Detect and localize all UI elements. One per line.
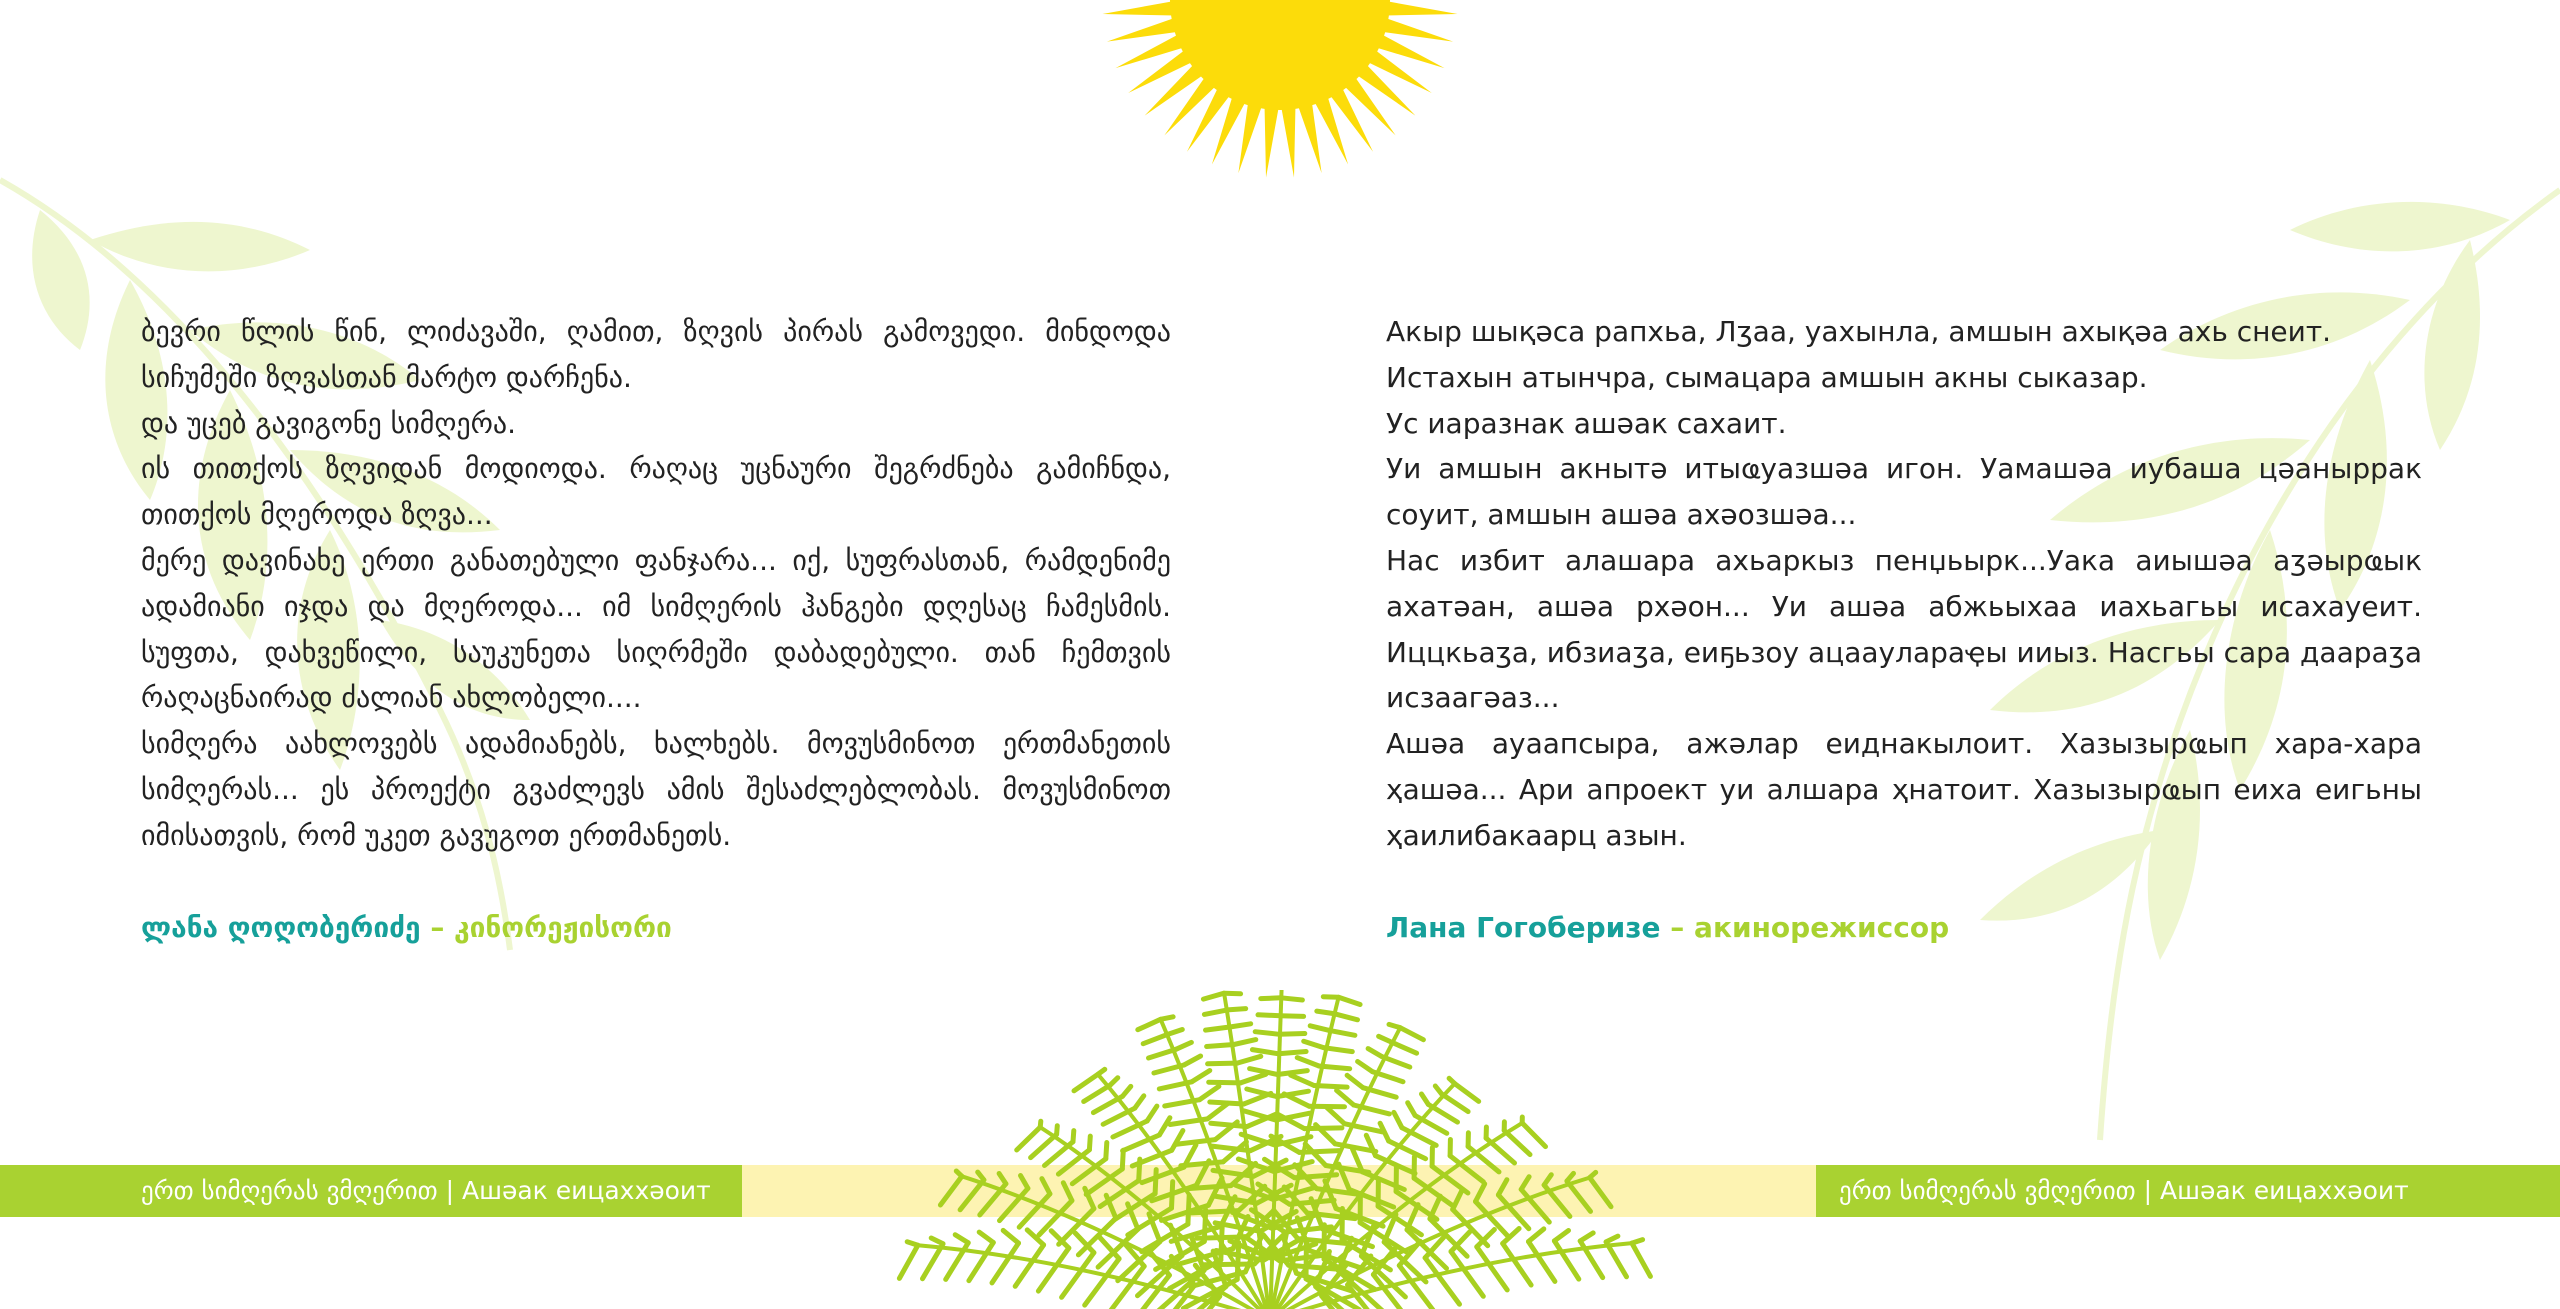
palm-leaflet <box>1209 1178 1223 1205</box>
palm-leaflet <box>1468 1147 1499 1172</box>
palm-leaflet <box>1339 997 1361 1004</box>
palm-leaflet <box>1382 1056 1410 1067</box>
palm-leaflet <box>1334 1014 1358 1020</box>
paragraph: Уи амшын акнытә итыҩуазшәа игон. Уамашәа иубаша цәаныррак соуит, амшын ашәа ахәозшәа... <box>1386 452 2422 532</box>
palm-leaflet <box>1521 1177 1529 1190</box>
palm-leaflet <box>1258 1015 1280 1016</box>
palm-leaflet <box>1172 1131 1183 1151</box>
palm-leaflet <box>1632 1243 1651 1276</box>
signature-name: ლანა ღოღობერიძე <box>141 910 421 944</box>
abkhaz-text-column <box>1386 309 2422 951</box>
footer-right <box>1816 1165 2560 1217</box>
palm-leaflet <box>1476 1184 1485 1202</box>
palm-leaflet <box>1435 1086 1441 1094</box>
palm-leaflet <box>1428 1104 1457 1122</box>
palm-leaflet <box>1255 1032 1279 1035</box>
palm-leaflet <box>1379 1036 1391 1042</box>
palm-leaflet <box>1319 1066 1350 1069</box>
fern-left-leaflet <box>90 222 310 271</box>
palm-leaflet <box>1455 1084 1479 1102</box>
palm-leaflet <box>1155 1170 1156 1194</box>
palm-leaflet <box>1279 1052 1307 1054</box>
signature <box>1386 905 2422 951</box>
palm-leaflet <box>1422 1094 1429 1104</box>
footer-left-label: ერთ სიმღერას ვმღერით | Ашәак еицаххәоит <box>141 1176 711 1205</box>
palm-leaflet <box>1208 1103 1229 1119</box>
palm-leaflet <box>1203 993 1224 999</box>
palm-leaflet <box>1261 998 1281 999</box>
palm-leaflet <box>1204 1010 1227 1015</box>
palm-leaflet <box>992 1243 1019 1283</box>
palm-leaflet <box>1084 1085 1111 1101</box>
palm-leaflet <box>1192 1071 1210 1082</box>
palm-leaflet <box>1606 1236 1618 1242</box>
palm-leaflet <box>940 1176 962 1205</box>
palm-leaflet <box>1567 1173 1574 1181</box>
palm-leaflet <box>1231 1024 1251 1027</box>
palm-leaflet <box>1015 1245 1043 1286</box>
palm-leaflet <box>1590 1178 1611 1207</box>
palm-leaflet <box>1329 1030 1355 1035</box>
signature-role: – акинорежиссор <box>1670 910 1950 944</box>
palm-leaflet <box>1074 1074 1098 1091</box>
palm-leaflet <box>1241 1074 1266 1083</box>
palm-leaflet <box>1449 1078 1455 1083</box>
signature <box>141 905 1171 951</box>
palm-fronds <box>899 990 1650 1309</box>
paragraph: Нас избит алашара ахьаркыз пенџьырк...Уака аиышәа аӡәырҩык ахатәан, ашәа рхәон... Уи ашәа абжьыхаа иахьагьы исахауеит. Иццкьаӡа, ибзиаӡа, еиҕьзоу ацааулараҿы ииыз. Насгьы сара даараӡа исзаагәаз... <box>1386 543 2422 715</box>
palm-leaflet <box>1486 1138 1514 1163</box>
palm-leaflet <box>1210 1102 1244 1104</box>
palm-leaflet <box>1503 1244 1531 1286</box>
palm-leaflet <box>1314 1086 1347 1088</box>
palm-leaflet <box>1062 1253 1094 1298</box>
palm-leaflet <box>1554 1241 1578 1279</box>
palm-leaflet <box>1038 1248 1068 1291</box>
palm-leaflet <box>1554 1231 1568 1241</box>
palm-leaflet <box>979 1232 993 1242</box>
palm-leaflet <box>1045 1142 1074 1166</box>
palm-leaflet <box>1227 1009 1245 1010</box>
palm-leaflet <box>1498 1180 1507 1195</box>
palm-leaflet <box>1138 1019 1161 1029</box>
palm-leaflet <box>1400 1028 1423 1040</box>
palm-leaflet <box>1209 1082 1241 1083</box>
palm-leaflet <box>1297 1058 1319 1066</box>
palm-leaflet <box>1206 1027 1231 1030</box>
palm-leaflet <box>969 1243 993 1281</box>
palm-leaflet <box>1368 1049 1382 1057</box>
fern-right-leaflet <box>2424 240 2480 450</box>
palm-leaflet <box>1149 1049 1177 1058</box>
palm-leaflet <box>1234 1040 1256 1045</box>
paragraph: ის თითქოს ზღვიდან მოდიოდა. რაღაც უცნაური შეგრძნება გამიჩნდა, თითქოს მღეროდა ზღვა... <box>141 452 1171 532</box>
palm-leaflet <box>1003 1230 1018 1243</box>
palm-leaflet <box>1284 1094 1309 1106</box>
palm-leaflet <box>1504 1130 1530 1154</box>
palm-leaflet <box>1197 1237 1247 1238</box>
paragraph: და უცებ გავიგონე სიმღერა. <box>141 406 517 440</box>
footer-left <box>0 1165 742 1217</box>
palm-leaflet <box>1632 1240 1643 1244</box>
palm-leaflet <box>1567 1181 1591 1211</box>
palm-leaflet <box>1394 1112 1402 1127</box>
palm-leaflet <box>1058 1150 1089 1174</box>
palm-leaflet <box>1442 1094 1469 1112</box>
palm-leaflet <box>1325 1181 1336 1209</box>
paragraph: ბევრი წლის წინ, ლიძავაში, ღამით, ზღვის პირას გამოვედი. მინდოდა სიჩუმეში ზღვასთან მარტო დარჩენა. <box>141 315 1171 394</box>
paragraph: Ус иаразнак ашәак сахаит. <box>1386 406 1787 440</box>
palm-leaflet <box>1299 1151 1339 1153</box>
palm-leaflet <box>1326 1107 1344 1124</box>
palm-leaflet <box>1093 1096 1122 1112</box>
palm-leaflet <box>1310 1026 1329 1031</box>
palm-leaflet <box>1304 1041 1324 1048</box>
palm-leaflet <box>1317 1011 1334 1014</box>
palm-leaflet <box>1147 1106 1157 1121</box>
palm-leaflet <box>1453 1189 1463 1209</box>
paragraph: Акыр шықәса рапхьа, Лӡаа, уахынла, амшын ахықәа ахь снеит. <box>1386 315 2332 348</box>
palm-leaflet <box>1544 1175 1551 1185</box>
fern-right-leaflet <box>2290 202 2510 251</box>
palm-leaflet <box>1590 1172 1596 1177</box>
palm-leaflet <box>1281 998 1302 1000</box>
palm-leaflet <box>1250 1069 1278 1075</box>
sun-icon <box>1098 0 1462 212</box>
palm-leaflet <box>1031 1134 1057 1157</box>
paragraph: მერე დავინახე ერთი განათებული ფანჯარა... იქ, სუფრასთან, რამდენიმე ადამიანი იჯდა და მღეროდა... იმ სიმღერის ჰანგები დღესაც ჩამესმის. სუფთა, დახვეწილი, საუკუნეთა სიღრმეში დაბადებული. თან ჩემთვის რაღაცნაირად ძალიან ახლობელი.... <box>141 543 1171 715</box>
palm-leaflet <box>1211 1123 1247 1126</box>
palm-leaflet <box>1323 997 1338 998</box>
palm-leaflet <box>1159 1118 1170 1135</box>
palm-leaflet <box>1347 1075 1363 1087</box>
palm-leaflet <box>1237 1056 1261 1063</box>
palm-leaflet <box>1280 1016 1303 1017</box>
palm-leaflet <box>1291 1075 1315 1085</box>
palm-leaflet <box>1391 1042 1417 1053</box>
palm-leaflet <box>1477 1247 1507 1290</box>
palm-leaflet <box>1324 1048 1352 1052</box>
palm-tree-icon <box>860 990 1680 1309</box>
palm-leaflet <box>1408 1103 1415 1116</box>
paragraph: Истахын атынчра, сымацара амшын акны сыказар. <box>1386 360 2148 394</box>
palm-leaflet <box>923 1244 944 1279</box>
signature-name: Лана Гогоберизе <box>1386 910 1661 944</box>
palm-leaflet <box>1143 1034 1168 1044</box>
palm-leaflet <box>1184 1056 1201 1065</box>
palm-leaflet <box>1358 1062 1373 1072</box>
palm-leaflet <box>1252 1050 1278 1054</box>
palm-leaflet <box>1202 1264 1254 1265</box>
paragraph: Ашәа ауаапсыра, ажәлар еиднакылоит. Хазызырҩып хара-хара ҳашәа... Ари апроект уи алшара ҳнатоит. Хазызырҩып еиха еигьны ҳаилибакаарц азын. <box>1386 727 2422 852</box>
palm-leaflet <box>1606 1242 1626 1277</box>
palm-leaflet <box>960 1180 984 1210</box>
palm-leaflet <box>1407 1205 1418 1230</box>
palm-leaflet <box>1389 1024 1400 1027</box>
signature-role: – კინორეჟისორი <box>430 910 672 944</box>
footer-right-label: ერთ სიმღერას ვმღერით | Ашәак еицаххәоит <box>1839 1176 2409 1205</box>
palm-leaflet <box>1522 1123 1545 1147</box>
palm-leaflet <box>1337 1090 1354 1105</box>
palm-leaflet <box>1373 1275 1411 1309</box>
palm-leaflet <box>1200 1086 1219 1099</box>
palm-leaflet <box>899 1245 918 1278</box>
palm-leaflet <box>1208 1063 1238 1064</box>
palm-leaflet <box>1580 1233 1593 1241</box>
palm-leaflet <box>1186 1186 1231 1189</box>
palm-leaflet <box>1207 1045 1234 1047</box>
palm-leaflet <box>1529 1229 1544 1242</box>
paragraph: სიმღერა აახლოვებს ადამიანებს, ხალხებს. მოვუსმინოთ ერთმანეთის სიმღერას... ეს პროექტი გვაძლევს ამის შესაძლებლობას. მოვუსმინოთ იმისათვის, რომ უკეთ გავუგოთ ერთმანეთს. <box>141 727 1171 852</box>
georgian-text-column <box>141 309 1171 951</box>
palm-leaflet <box>1279 1034 1305 1035</box>
palm-leaflet <box>1017 1127 1040 1150</box>
palm-leaflet <box>1529 1242 1555 1282</box>
palm-leaflet <box>1042 1179 1050 1194</box>
